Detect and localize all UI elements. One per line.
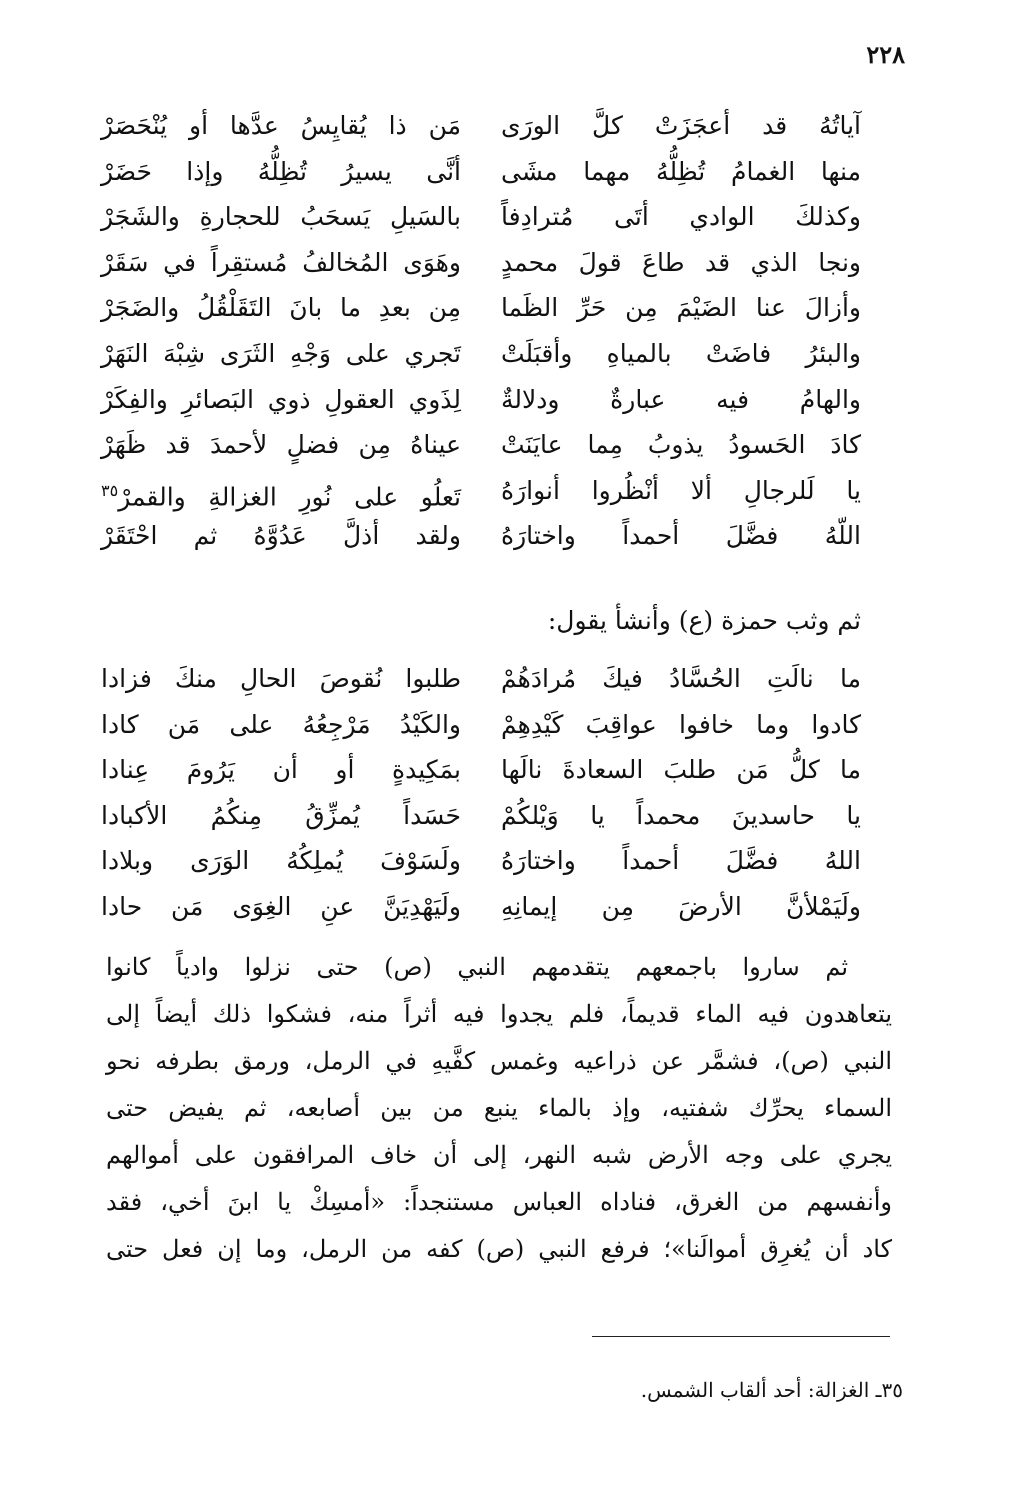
prose-line: يجري على وجه الأرض شبه النهر، إلى أن خاف المرافقون على أموالهم [106, 1141, 892, 1169]
poem-1 [101, 103, 861, 559]
verse-row [101, 331, 861, 377]
verse-right-hemistich: والبئرُ فاضَتْ بالمياهِ وأقبَلَتْ [501, 338, 861, 368]
verse-row [101, 103, 861, 149]
verse-row [101, 513, 861, 559]
verse-left-hemistich: وهَوَى المُخالفُ مُستقِراً في سَقَرْ [101, 247, 461, 277]
verse-left-hemistich-with-footnote [101, 468, 461, 514]
verse-row [101, 884, 861, 930]
verse-row [101, 422, 861, 468]
verse-right-hemistich: آياتُهُ قد أعجَزَتْ كلَّ الورَى [501, 111, 861, 140]
verse-right-hemistich: والهامُ فيه عبارةٌ ودلالةٌ [501, 384, 861, 414]
poem-intro-line: ثم وثب حمزة (ع) وأنشأ يقول: [547, 606, 861, 635]
verse-left-hemistich: مِن بعدِ ما بانَ التَقَلْقُلُ والضَجَرْ [101, 293, 461, 323]
verse-right-hemistich: وكذلكَ الوادي أتَى مُترادِفاً [501, 202, 861, 232]
prose-line: وأنفسهم من الغرق، فناداه العباس مستنجداً: «أمسِكْ يا ابنَ أخي، فقد [106, 1188, 892, 1216]
verse-row [101, 793, 861, 839]
page-number: ٢٢٨ [866, 40, 905, 69]
prose-line: ثم ساروا باجمعهم يتقدمهم النبي (ص) حتى نزلوا وادياً كانوا [106, 953, 848, 981]
verse-row [101, 149, 861, 195]
verse-right-hemistich: ما كلُّ مَن طلبَ السعادةَ نالَها [501, 755, 861, 785]
verse-row [101, 468, 861, 514]
verse-left-hemistich: ولقد أذلَّ عَدُوَّهُ ثم احْتَقَرْ [101, 521, 461, 551]
verse-right-hemistich: اللّهُ فضَّلَ أحمداً واختارَهُ [501, 521, 861, 551]
verse-left-hemistich: لِذَوي العقولِ ذوي البَصائرِ والفِكَرْ [101, 384, 461, 414]
verse-left-hemistich: مَن ذا يُقايِسُ عدَّها أو يُنْحَصَرْ [101, 111, 461, 140]
prose-line: يتعاهدون فيه الماء قديماً، فلم يجدوا فيه أثراً منه، فشكوا ذلك أيضاً إلى [106, 1000, 892, 1028]
verse-row [101, 285, 861, 331]
prose-line: كاد أن يُغرِق أموالَنا»؛ فرفع النبي (ص) كفه من الرمل، وما إن فعل حتى [106, 1235, 893, 1263]
verse-left-hemistich: ولَيَهْدِيَنَّ عنِ الغِوَى مَن حادا [101, 891, 461, 921]
verse-right-hemistich: ولَيَمْلأنَّ الأرضَ مِن إيمانِهِ [501, 891, 861, 921]
verse-left-hemistich: أنَّى يسيرُ تُظِلُّهُ وإذا حَضَرْ [101, 156, 461, 186]
verse-right-hemistich: منها الغمامُ تُظِلُّهُ مهما مشَى [501, 156, 861, 186]
verse-left-hemistich: عيناهُ مِن فضلٍ لأحمدَ قد ظَهَرْ [101, 430, 461, 460]
verse-row [101, 377, 861, 423]
verse-right-hemistich: يا لَلرجالِ ألا أنْظُروا أنوارَهُ [501, 475, 861, 505]
verse-right-hemistich: يا حاسدينَ محمداً يا وَيْلكُمْ [501, 800, 861, 830]
verse-left-hemistich: بالسَيلِ يَسحَبُ للحجارةِ والشَجَرْ [101, 202, 461, 232]
verse-row [101, 838, 861, 884]
verse-right-hemistich: كادوا وما خافوا عواقِبَ كَيْدِهِمْ [501, 709, 861, 739]
verse-left-hemistich: تَجري على وَجْهِ الثَرَى شِبْهَ النَهَرْ [101, 338, 461, 368]
verse-right-hemistich: وأزالَ عنا الضَيْمَ مِن حَرِّ الظَما [501, 293, 861, 323]
footnote-marker: ٣٥ [101, 480, 119, 500]
verse-left-hemistich: طلبوا نُقوصَ الحالِ منكَ فزادا [101, 664, 461, 693]
verse-right-hemistich: ونجا الذي قد طاعَ قولَ محمدٍ [501, 247, 861, 277]
verse-right-hemistich: ما نالَتِ الحُسَّادُ فيكَ مُرادَهُمْ [501, 664, 861, 693]
verse-left-hemistich: والكَيْدُ مَرْجِعُهُ على مَن كادا [101, 709, 461, 739]
footnote-divider [592, 1336, 890, 1337]
footnote: ٣٥ـ الغزالة: أحد ألقاب الشمس. [640, 1378, 903, 1402]
verse-row [101, 194, 861, 240]
verse-left-text: تَعلُو على نُورِ الغزالةِ والقمرْ [118, 482, 461, 512]
prose-paragraph [106, 944, 892, 1273]
verse-right-hemistich: اللهُ فضَّلَ أحمداً واختارَهُ [501, 846, 861, 876]
verse-row [101, 747, 861, 793]
poem-2 [101, 656, 861, 930]
verse-right-hemistich: كادَ الحَسودُ يذوبُ مِما عايَنَتْ [501, 430, 861, 460]
verse-left-hemistich: حَسَداً يُمزِّقُ مِنكُمُ الأكبادا [101, 800, 461, 830]
verse-left-hemistich: بمَكِيدةٍ أو أن يَرُومَ عِنادا [101, 755, 461, 785]
verse-row [101, 656, 861, 702]
prose-line: النبي (ص)، فشمَّر عن ذراعيه وغمس كفَّيهِ في الرمل، ورمق بطرفه نحو [106, 1047, 892, 1075]
verse-row [101, 240, 861, 286]
verse-left-hemistich: ولَسَوْفَ يُملِكُهُ الوَرَى وبلادا [101, 846, 461, 876]
prose-line: السماء يحرِّك شفتيه، وإذ بالماء ينبع من بين أصابعه، ثم يفيض حتى [106, 1094, 892, 1122]
verse-row [101, 702, 861, 748]
